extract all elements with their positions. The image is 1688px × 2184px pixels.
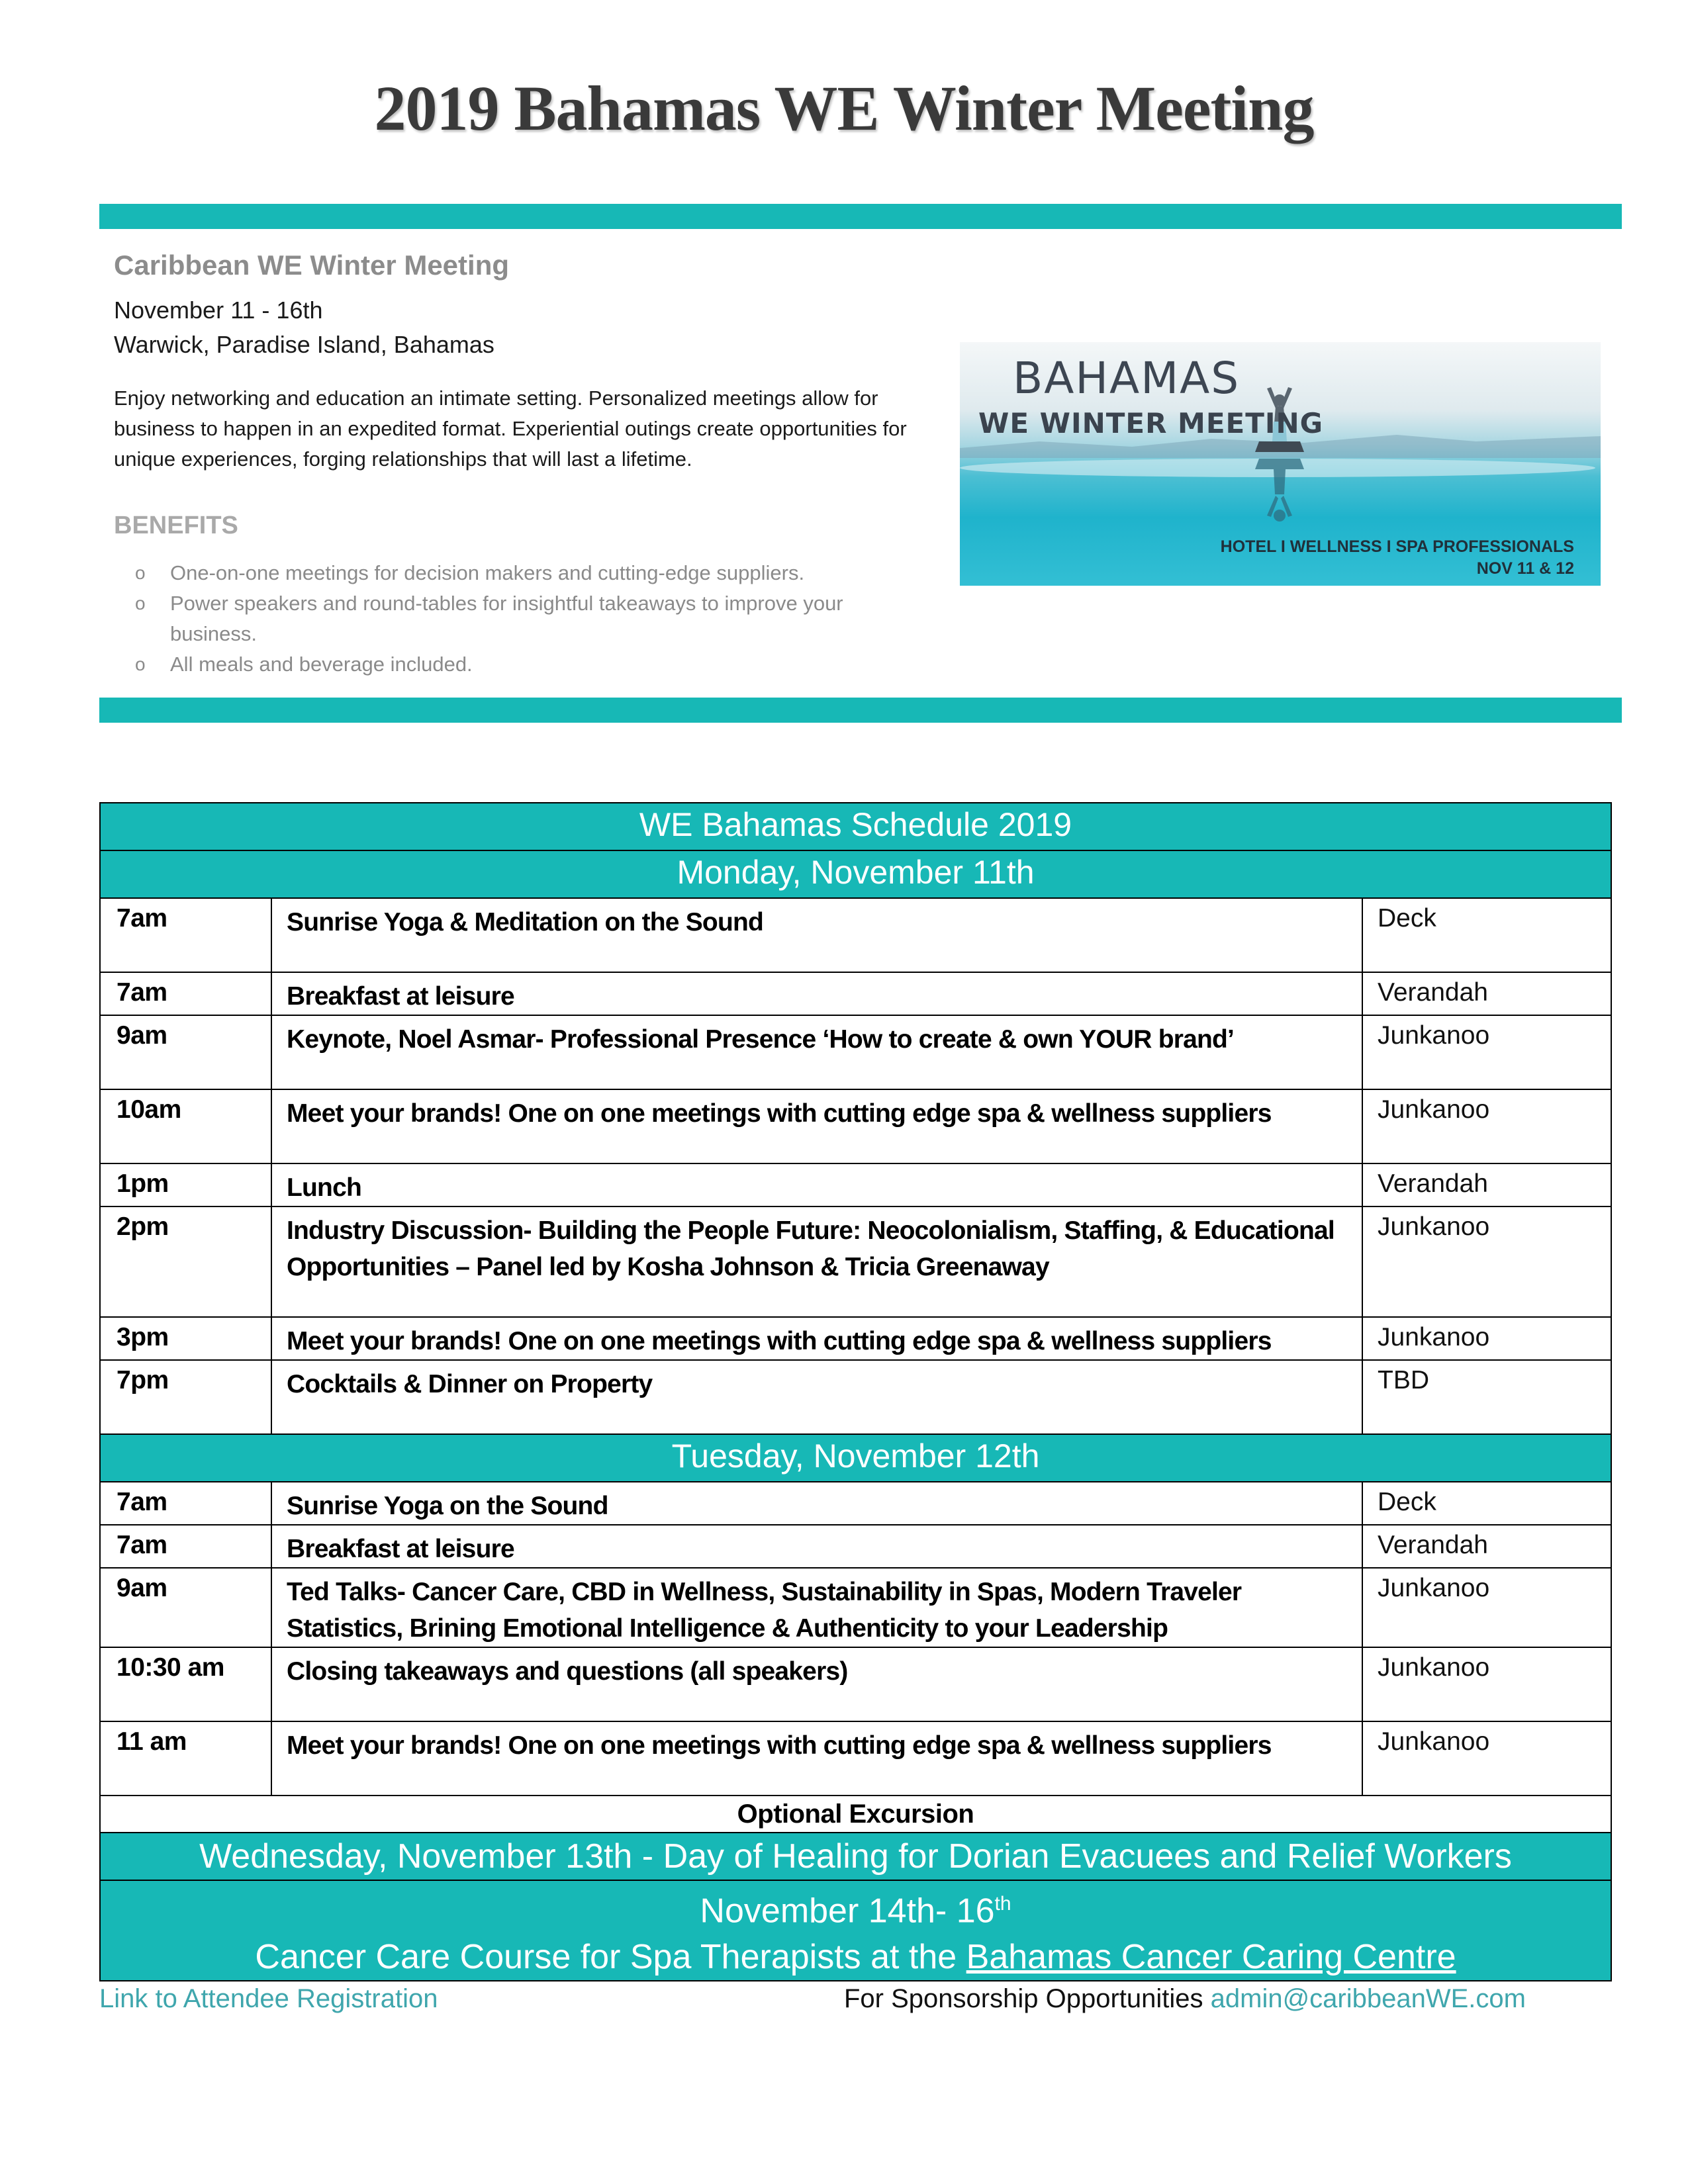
benefit-text: Power speakers and round-tables for insightful takeaways to improve your business. [170,592,843,645]
benefit-item [114,588,935,649]
course-dates-text: November 14th- 16 [700,1891,995,1931]
day-header-row [100,1434,1611,1482]
location-cell: Junkanoo [1362,1317,1611,1360]
activity-cell: Breakfast at leisure [271,1525,1362,1568]
location-cell: Junkanoo [1362,1647,1611,1721]
benefit-text: One-on-one meetings for decision makers and cutting-edge suppliers. [170,561,805,584]
optional-excursion-label: Optional Excursion [100,1796,1611,1833]
location-cell: Junkanoo [1362,1568,1611,1647]
activity-cell: Sunrise Yoga on the Sound [271,1482,1362,1525]
banner-title: BAHAMAS [1013,353,1241,404]
attendee-registration-link[interactable]: Link to Attendee Registration [99,1984,438,2013]
event-banner-image [960,342,1601,586]
day-heading-tuesday: Tuesday, November 12th [100,1434,1611,1482]
event-dates: November 11 - 16th [114,296,323,324]
activity-cell: Sunrise Yoga & Meditation on the Sound [271,898,1362,972]
table-row [100,972,1611,1015]
schedule-table [99,802,1612,1981]
optional-row [100,1796,1611,1833]
sponsorship-email-link[interactable]: admin@caribbeanWE.com [1210,1984,1526,2013]
time-cell: 3pm [100,1317,271,1360]
activity-cell: Lunch [271,1163,1362,1206]
activity-cell: Keynote, Noel Asmar- Professional Presence ‘How to create & own YOUR brand’ [271,1015,1362,1089]
activity-cell: Breakfast at leisure [271,972,1362,1015]
time-cell: 7pm [100,1360,271,1434]
table-row [100,898,1611,972]
time-cell: 7am [100,898,271,972]
table-row [100,1015,1611,1089]
time-cell: 2pm [100,1206,271,1317]
sponsorship-contact [844,1984,1526,2014]
time-cell: 10am [100,1089,271,1163]
benefit-text: All meals and beverage included. [170,653,473,676]
table-row [100,1360,1611,1434]
sponsorship-label: For Sponsorship Opportunities [844,1984,1211,2013]
activity-cell: Meet your brands! One on one meetings with cutting edge spa & wellness suppliers [271,1317,1362,1360]
course-description [101,1934,1611,1980]
event-name: Caribbean WE Winter Meeting [114,250,510,281]
bullet-icon: o [135,593,146,614]
location-cell: Junkanoo [1362,1015,1611,1089]
location-cell: Junkanoo [1362,1206,1611,1317]
benefits-list [114,558,935,680]
day-heading-monday: Monday, November 11th [100,850,1611,898]
time-cell: 1pm [100,1163,271,1206]
banner-tagline: HOTEL I WELLNESS I SPA PROFESSIONALS [1220,537,1574,556]
activity-cell: Cocktails & Dinner on Property [271,1360,1362,1434]
location-cell: Deck [1362,1482,1611,1525]
table-row [100,1163,1611,1206]
page-title: 2019 Bahamas WE Winter Meeting [374,73,1314,144]
schedule-title: WE Bahamas Schedule 2019 [100,803,1611,850]
course-dates-suffix: th [994,1893,1011,1915]
top-divider-bar [99,204,1622,229]
bottom-divider-bar [99,698,1622,723]
table-row [100,1089,1611,1163]
location-cell: Junkanoo [1362,1721,1611,1796]
table-row [100,1482,1611,1525]
benefit-item [114,558,935,588]
location-cell: Deck [1362,898,1611,972]
activity-cell: Closing takeaways and questions (all speakers) [271,1647,1362,1721]
intro-paragraph: Enjoy networking and education an intimate setting. Personalized meetings allow for business to happen in an expedited format. Experiential outings create opportunities for unique experiences, forging relationships that will last a lifetime. [114,387,907,471]
time-cell: 7am [100,1482,271,1525]
time-cell: 9am [100,1015,271,1089]
time-cell: 11 am [100,1721,271,1796]
course-cell [100,1880,1611,1981]
activity-cell: Ted Talks- Cancer Care, CBD in Wellness, Sustainability in Spas, Modern Traveler Statistics, Brining Emotional Intelligence & Authenticity to your Leadership [271,1568,1362,1647]
banner-dates: NOV 11 & 12 [1476,559,1574,578]
location-cell: Verandah [1362,1525,1611,1568]
bullet-icon: o [135,563,146,583]
wednesday-healing-day: Wednesday, November 13th - Day of Healing for Dorian Evacuees and Relief Workers [100,1833,1611,1880]
location-cell: Verandah [1362,972,1611,1015]
time-cell: 7am [100,1525,271,1568]
activity-cell: Meet your brands! One on one meetings with cutting edge spa & wellness suppliers [271,1721,1362,1796]
table-row [100,1317,1611,1360]
wednesday-row [100,1833,1611,1880]
time-cell: 10:30 am [100,1647,271,1721]
course-row [100,1880,1611,1981]
table-row [100,1206,1611,1317]
location-cell: TBD [1362,1360,1611,1434]
time-cell: 9am [100,1568,271,1647]
day-header-row [100,850,1611,898]
course-dates [101,1881,1611,1934]
table-row [100,1568,1611,1647]
location-cell: Verandah [1362,1163,1611,1206]
table-row [100,1525,1611,1568]
benefits-heading: BENEFITS [114,512,238,539]
banner-subtitle: WE WINTER MEETING [978,407,1324,439]
table-row [100,1721,1611,1796]
course-text: Cancer Care Course for Spa Therapists at the [255,1938,966,1977]
activity-cell: Industry Discussion- Building the People Future: Neocolonialism, Staffing, & Educational Opportunities – Panel led by Kosha Johnson & Tricia Greenaway [271,1206,1362,1317]
event-location: Warwick, Paradise Island, Bahamas [114,331,494,358]
benefit-item [114,649,935,680]
intro-section [114,248,935,680]
table-row [100,1647,1611,1721]
bullet-icon: o [135,654,146,674]
location-cell: Junkanoo [1362,1089,1611,1163]
time-cell: 7am [100,972,271,1015]
cancer-centre-link[interactable]: Bahamas Cancer Caring Centre [966,1938,1456,1977]
schedule-title-row [100,803,1611,850]
activity-cell: Meet your brands! One on one meetings with cutting edge spa & wellness suppliers [271,1089,1362,1163]
